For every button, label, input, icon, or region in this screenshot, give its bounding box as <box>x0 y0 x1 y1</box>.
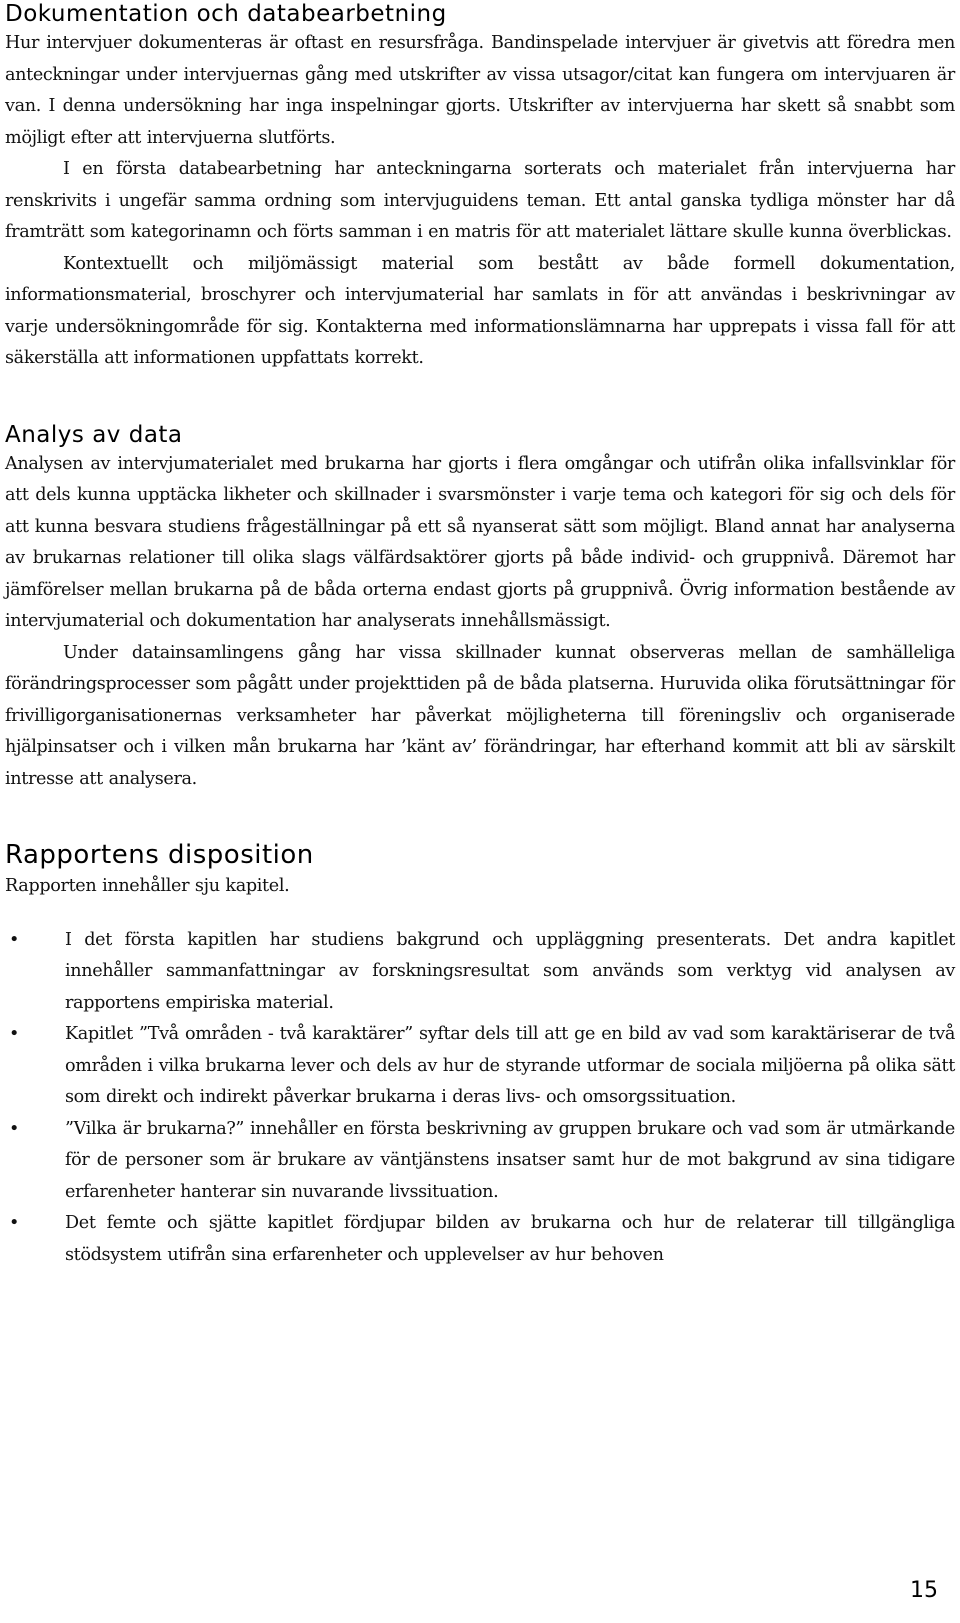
bullet-icon: • <box>9 1118 20 1139</box>
paragraph: Hur intervjuer dokumenteras är oftast en resursfråga. Bandinspelade intervjuer är givetvis att föredra men anteckningar under intervjuernas gång med utskrifter av vissa utsagor/citat kan fungera om intervjuaren är van. I denna undersökning har inga inspelningar gjorts. Utskrifter av intervjuerna har skett så snabbt som möjligt efter att intervjuerna slutförts. <box>5 33 955 148</box>
page-content <box>5 0 955 1271</box>
list-item <box>5 1114 955 1209</box>
bullet-icon: • <box>9 1213 20 1233</box>
heading-analys: Analys av data <box>5 421 183 448</box>
bullet-icon: • <box>9 1024 20 1044</box>
section-dokumentation <box>5 0 955 375</box>
section-analys <box>5 421 955 796</box>
paragraph: Analysen av intervjumaterialet med brukarna har gjorts i flera omgångar och utifrån olika infallsvinklar för att dels kunna upptäcka likheter och skillnader i svarsmönster i varje tema och kategori för sig och dels för att kunna besvara studiens frågeställningar på ett så nyanserat sätt som möjligt. Bland annat har analyserna av brukarnas relationer till olika slags välfärdsaktörer gjorts på både individ- och gruppnivå. Däremot har jämförelser mellan brukarna på de båda orterna endast gjorts på gruppnivå. Övrig information bestående av intervjumaterial och dokumentation har analyserats innehållsmässigt. <box>5 453 955 631</box>
section-disposition <box>5 839 955 1271</box>
list-item-text: I det första kapitlen har studiens bakgrund och uppläggning presenterats. Det andra kapitlet innehåller sammanfattningar av forskningsresultat som används som verktyg vid analysen av rapportens empiriska material. <box>65 929 955 1013</box>
list-item-text: Kapitlet ”Två områden - två karaktärer” syftar dels till att ge en bild av vad som karaktäriserar de två områden i vilka brukarna lever och dels av hur de styrande utformar de sociala miljöerna på olika sätt som direkt och indirekt påverkar brukarna i deras livs- och omsorgssituation. <box>65 1024 955 1107</box>
paragraph: I en första databearbetning har anteckningarna sorterats och materialet från intervjuerna har renskrivits i ungefär samma ordning som intervjuguidens teman. Ett antal ganska tydliga mönster har då framträtt som kategorinamn och förts samman i en matris för att materialet lättare skulle kunna överblickas. <box>5 159 955 242</box>
list-item <box>5 925 955 1020</box>
paragraph: Under datainsamlingens gång har vissa skillnader kunnat observeras mellan de samhälleliga förändringsprocesser som pågått under projekttiden på de båda platserna. Huruvida olika förutsättningar för frivilligorganisationernas verksamheter har påverkat möjligheterna till föreningsliv och organiserade hjälpinsatser och i vilken mån brukarna har ’känt av’ förändringar, har efterhand kommit att bli av särskilt intresse att analysera. <box>5 642 955 789</box>
heading-dokumentation: Dokumentation och databearbetning <box>5 1 447 27</box>
list-item <box>5 1208 955 1271</box>
chapter-list <box>5 925 955 1272</box>
heading-disposition: Rapportens disposition <box>5 840 314 870</box>
paragraph: Kontextuellt och miljömässigt material som bestått av både formell dokumentation, informationsmaterial, broschyrer och intervjumaterial har samlats in för att användas i beskrivningar av varje undersökningområde för sig. Kontakterna med informationslämnarna har upprepats i vissa fall för att säkerställa att informationen uppfattats korrekt. <box>5 253 955 368</box>
page-number: 15 <box>910 1578 938 1603</box>
list-item-text: ”Vilka är brukarna?” innehåller en första beskrivning av gruppen brukare och vad som är utmärkande för de personer som är brukare av väntjänstens insatser samt hur de mot bakgrund av sina tidigare erfarenheter hanterar sin nuvarande livssituation. <box>65 1118 955 1202</box>
disposition-intro: Rapporten innehåller sju kapitel. <box>5 876 290 896</box>
bullet-icon: • <box>9 929 20 950</box>
list-item <box>5 1019 955 1114</box>
list-item-text: Det femte och sjätte kapitlet fördjupar bilden av brukarna och hur de relaterar till tillgängliga stödsystem utifrån sina erfarenheter och upplevelser av hur behoven <box>65 1213 955 1265</box>
